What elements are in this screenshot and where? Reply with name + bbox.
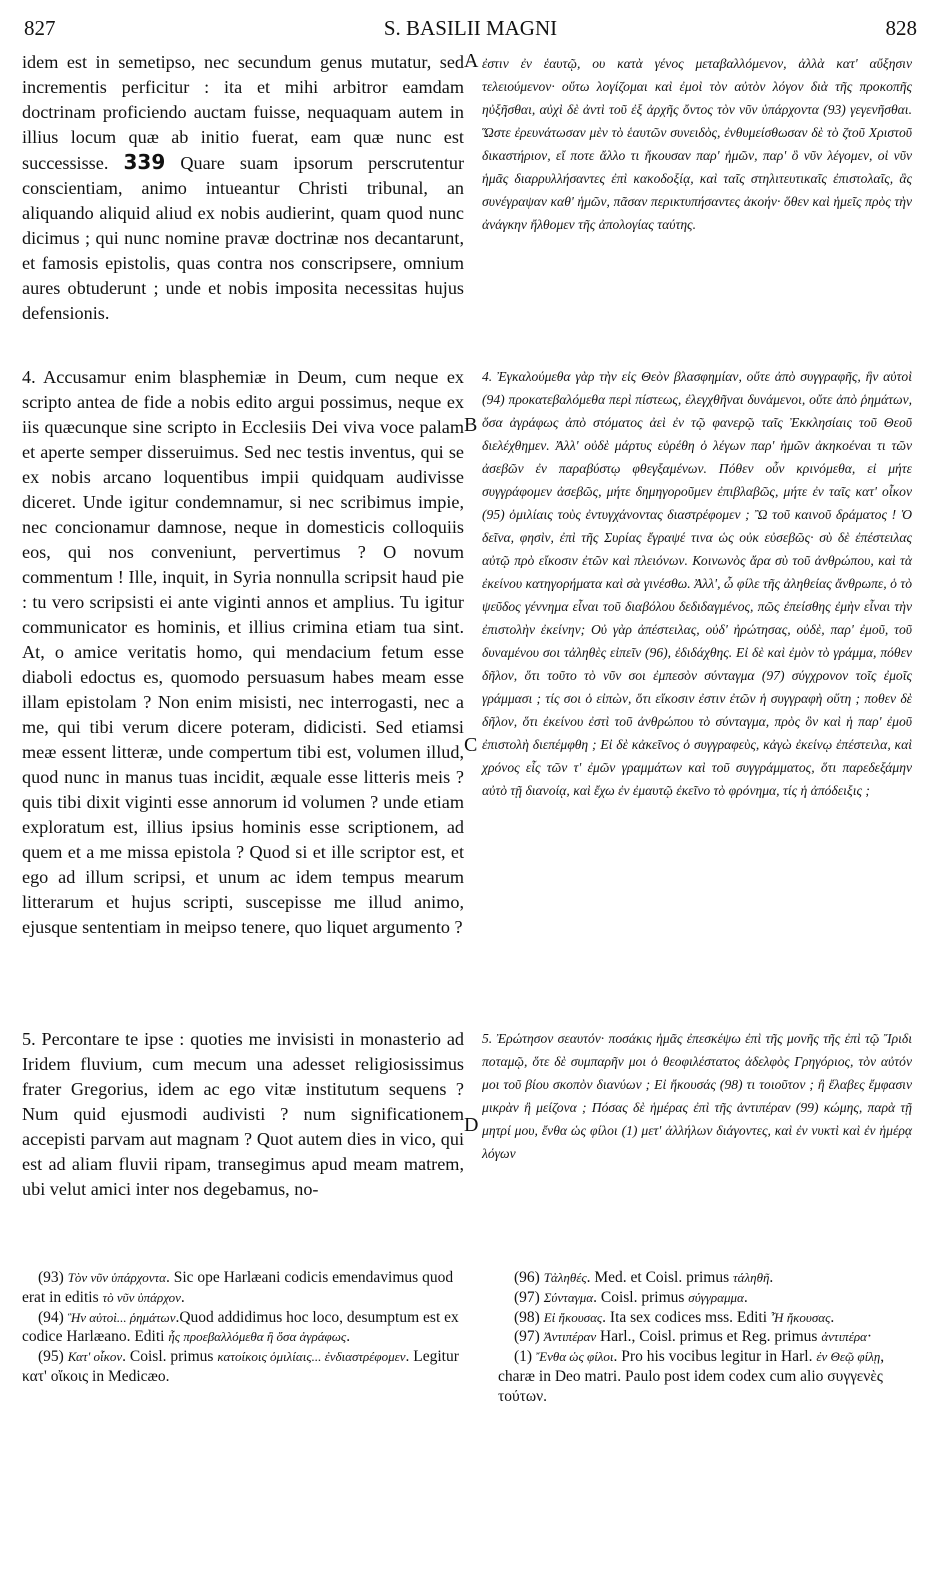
footnote-text: Harl., Coisl. primus et Reg. primus — [596, 1328, 822, 1346]
footnote-greek: ἀντιπέρα — [821, 1329, 867, 1345]
footnote — [498, 1288, 912, 1308]
left-page-number: 827 — [24, 16, 56, 40]
footnote-text: . Coisl. primus — [593, 1288, 689, 1306]
footnote-text: (93) — [38, 1269, 68, 1286]
footnote-text: . Sic ope Harlæani codicis emendavimus quod erat in editis — [22, 1269, 454, 1306]
footnotes-left — [22, 1268, 462, 1387]
latin-paragraph-text: 5. Percontare te ipse : quoties me invisisti in monasterio ad Iridem fluvium, cum mecum una adesset religiosissimus frater Gregorius, idem ac ego vitæ institutum sequens ? Num quid ejusmodi audivisti ? num significationem accepisti parvam aut magnam ? Quot autem dies in vico, qui est ad aliam fluvii ripam, transegimus apud meam matrem, ubi velut amici inter nos degebamus, no- — [22, 1029, 464, 1199]
latin-paragraph-text: Quare suam ipsorum perscrutentur conscientiam, animo intueantur Christi tribunal, an aliquando aliquid aliud ex nobis audierint, quam quod nunc dicimus ; qui nunc nomine pravæ doctrinæ nos decantarunt, et famosis epistolis, quas contra nos conscripsere, omnium aures obtuderunt ; unde et nobis imposita necessitas hujus defensionis. — [22, 153, 465, 323]
footnote-text: . Legitur κατ' οἴκοις in Medicæo. — [22, 1348, 459, 1385]
greek-paragraph-text: ἐστιν ἐν ἑαυτῷ, ου κατὰ γένος μεταβαλλόμενον, ἀλλὰ κατ' αὔξησιν τελειούμενον· οὕτω λογίζομαι καὶ ἐμοὶ τὸν αὐτὸν λόγον διὰ τῆς προκοπῆς ηὐξῆσθαι, αὐχὶ δὲ ἀντὶ τοῦ ἐξ ἀρχῆς ὄντος τὸν νῦν ὑπάρχοντα (93) γεγενῆσθαι. Ὥστε ἐρευνάτωσαν μὲν τὸ ἑαυτῶν συνειδὸς, ἐνθυμείσθωσαν δὲ τὸ ζτοῦ Χριστοῦ δικαστήριον, εἴ ποτε ἄλλο τι ἤκουσαν παρ' ἡμῶν, παρ' ὃ νῦν λέγομεν, οἱ νῦν ἡμᾶς διαρρυλλήσαντες ἐπὶ κακοδοξίᾳ, καὶ ταῖς στηλιτευτικαῖς ἐπιστολαῖς, ἃς συνέγραψαν καθ' ἡμῶν, πᾶσαν περικτυπήσαντες ἀκοήν· ὅθεν καὶ ἡμεῖς πρὸς τὴν ἀνάγκην ἤλθομεν τῆς ἀπολογίας ταύτης. — [482, 56, 912, 232]
margin-marker-a: A — [464, 50, 479, 72]
footnote — [22, 1308, 462, 1348]
footnote-text: (96) — [514, 1269, 544, 1286]
footnote — [498, 1327, 912, 1347]
footnote-greek: ἐν Θεῷ φίλῃ — [816, 1349, 881, 1365]
latin-section-5 — [22, 1027, 464, 1202]
footnotes-right — [498, 1268, 912, 1407]
footnote-text: . Ita sex codices mss. Editi — [602, 1308, 771, 1326]
greek-section-5 — [482, 1027, 912, 1165]
footnote-greek: σύγγραμμα — [688, 1289, 744, 1305]
footnote-greek: Ἀντιπέραν — [543, 1329, 597, 1345]
footnote-text: . Coisl. primus — [122, 1348, 218, 1366]
greek-paragraph-text: 4. Ἐγκαλούμεθα γὰρ τὴν εἰς Θεὸν βλασφημίαν, οὔτε ἀπὸ συγγραφῆς, ἣν αὐτοὶ (94) προκατεβαλόμεθα περὶ πίστεως, ἐλεγχθῆναι δυνάμενοι, οὔτε ἀπὸ ῥημάτων, ὅσα ἀγράφως ἀπὸ στόματος ἀεὶ ἐν τῷ φανερῷ ταῖς Ἐκκλησίαις τοῦ Θεοῦ διελέχθημεν. Ἀλλ' οὐδὲ μάρτυς εὑρέθη ὁ λέγων παρ' ἡμῶν ἀκηκοέναι τι τῶν ἀσεβῶν ἐν παραβύστῳ φθεγξαμένων. Πόθεν οὖν κρινόμεθα, εἰ μήτε συγγράφομεν ἀσεβῶς, μήτε δημηγοροῦμεν ἐπιβλαβῶς, μήτε ἐν ταῖς κατ' οἶκον (95) ὁμιλίαις τοὺς ἐντυγχάνοντας διαστρέφομεν ; Ὢ τοῦ καινοῦ δράματος ! Ὁ δεῖνα, φησὶν, ἐπὶ τῆς Συρίας ἔγραψέ τινα ὡς οὐκ εὐσεβῶς· σὺ δὲ ἐπέστειλας αὐτῷ πρὸ εἴκοσιν ἐτῶν καὶ πλειόνων. Κοινωνὸς ἄρα σὺ τοῦ ἀνθρώπου, καὶ τὰ ἐκείνου κατηγορήματα καὶ σὰ γινέσθω. Ἀλλ', ὦ φίλε τῆς ἀληθείας ἄνθρωπε, ὁ τὸ ψεῦδος γέννημα εἶναι τοῦ διαβόλου δεδιδαγμένος, πῶς ἐπείσθης ἐμὴν εἶναι τὴν ἐπιστολὴν ἐκείνην; Οὐ γὰρ ἀπέστειλας, οὐδ' ἠρώτησας, οὐδὲ, παρ' ἐμοῦ, τοῦ δυναμένου σοι τἀληθὲς εἰπεῖν (96), ἐδιδάχθης. Εἰ δὲ καὶ ἐμὸν τὸ γράμμα, πόθεν δῆλον, ὅτι τοῦτο τὸ νῦν σοι ἐμπεσὸν σύνταγμα (97) σύγχρονον τοῖς ἐμοῖς γράμμασι ; τίς σοι ὁ εἰπὼν, ὅτι εἴκοσιν ἐστιν ἐτῶν ἡ συγγραφὴ οὕτη ; ποθεν δὲ δῆλον, ὅτι ἐκείνου ἐστὶ τοῦ ἀνθρώπου τὸ σύνταγμα, πρὸς ὃν καὶ ἡ παρ' ἐμοῦ ἐπιστολὴ διεπέμφθη ; Εἰ δὲ κἀκεῖνος ὁ συγγραφεὺς, κἀγὼ ἐκείνῳ ἐπέστειλα, καὶ χρόνος εἷς τῶν τ' ἐμῶν γραμμάτων καὶ τοῦ συγγράμματος, ὅτι παρεδεξάμην αὐτὸ τῇ διανοίᾳ, καὶ ἔχω ἐν ἐμαυτῷ ἐκεῖνο τὸ φρόνημα, τίς ἡ ἀπόδειξις ; — [482, 369, 912, 798]
footnote — [22, 1268, 462, 1308]
running-title: S. BASILII MAGNI — [383, 16, 558, 40]
footnote-greek: Τἀληθές — [543, 1270, 587, 1285]
margin-marker-d: D — [464, 1114, 479, 1136]
footnote-greek: Ἔνθα ὡς φίλοι — [535, 1349, 614, 1365]
footnote-text: (97) — [514, 1328, 544, 1346]
footnote-text: (94) — [38, 1308, 68, 1326]
footnote-greek: τὸ νῦν ὑπάρχον — [102, 1289, 181, 1305]
latin-paragraph-text: 4. Accusamur enim blasphemiæ in Deum, cum neque ex scripto antea de fide a nobis edito argui possimus, neque ex iis quæcunque sine scripto in Ecclesiis Dei viva voce palam et aperte semper disseruimus. Sed nec testis inventus, qui se ex nobis arcano loquentibus impii quidquam audivisse diceret. Unde igitur condemnamur, si nec scribimus impie, nec concionamur damnose, neque in domesticis colloquiis eos, qui nos conveniunt, pervertimus ? O novum commentum ! Ille, inquit, in Syria nonnulla scripsit haud pie : tu vero scripsisti ei ante viginti annos et amplius. Tu igitur communicator es hominis, et illius crimina etiam tua sint. At, o amice veritatis homo, qui mendacium fetum esse diaboli edoctus es, quomodo persuasum habes meam esse illam epistolam ? Non enim misisti, nec interrogasti, nec a me, qui tibi verum dicere poteram, didicisti. Sed etiamsi meæ essent litteræ, unde compertum tibi est, volumen illud, quod nunc in manus tuas incidit, æquale esse litteris meis ? quis tibi dixit viginti esse annorum id volumen ? unde etiam exploratum est, illius ipsius hominis esse scriptionem, ad quem et a me missa epistola ? Quod si et ille scriptor est, et ego ad illum scripsi, et unum ac idem tempus mearum litterarum et hujus scripti, suscepisse me illud animo, ejusque sententiam in meipso tenere, quo liquet argumento ? — [22, 367, 464, 937]
footnote-greek: Ἣν αὐτοὶ... ῥημάτων — [67, 1309, 176, 1325]
footnote-greek: κατοίκοις ὁμιλίαις... ἐνδιαστρέφομεν — [217, 1349, 406, 1365]
latin-section-4 — [22, 365, 464, 940]
footnote — [498, 1347, 912, 1406]
footnote-text: . — [769, 1269, 774, 1286]
footnote-text: . Pro his vocibus legitur in Harl. — [613, 1348, 817, 1366]
footnote-text: (95) — [38, 1348, 68, 1366]
footnote-text: . — [743, 1288, 748, 1306]
footnote-greek: Τὸν νῦν ὑπάρχοντα — [67, 1270, 166, 1285]
footnote-text: .Quod addidimus hoc loco, desumptum est ex codice Harlæano. Editi — [22, 1308, 459, 1346]
footnote-greek: Σύνταγμα — [543, 1289, 594, 1305]
footnote-greek: τάληθῆ — [733, 1270, 770, 1285]
latin-paragraph-text: idem est in semetipso, nec secundum genus mutatur, sed incrementis perficitur : ita et mihi arbitror eamdam doctrinam proficiendo auctam fuisse, nequaquam autem in illius locum quæ ab initio fuerat, eam quæ nunc est successisse. — [22, 52, 464, 173]
footnote — [498, 1268, 912, 1288]
greek-section-3 — [482, 52, 912, 236]
footnote-text: . — [346, 1328, 351, 1346]
footnote-greek: Εἰ ἤκουσας — [543, 1309, 603, 1325]
footnote-text: . — [830, 1308, 835, 1326]
footnote-text: · — [866, 1328, 873, 1346]
footnote-text: (98) — [514, 1308, 544, 1326]
footnote — [498, 1308, 912, 1328]
footnote-text: , charæ in Deo matri. Paulo post idem codex cum alio συγγενὲς τούτων. — [498, 1348, 885, 1405]
greek-section-4 — [482, 365, 912, 802]
footnote-text: (97) — [514, 1288, 544, 1306]
footnote-text: (1) — [514, 1348, 536, 1366]
margin-marker-c: C — [464, 734, 478, 756]
footnote-greek: ἧς προεβαλλόμεθα ἢ ὅσα ἀγράφως — [168, 1329, 347, 1345]
footnote — [22, 1347, 462, 1387]
latin-section-3 — [22, 50, 464, 326]
page-header — [0, 10, 941, 40]
margin-marker-b: B — [464, 414, 478, 436]
section-number: 339 — [123, 150, 166, 174]
footnote-greek: Ἦ ἤκουσας — [770, 1309, 831, 1325]
footnote-text: . Med. et Coisl. primus — [586, 1269, 734, 1286]
greek-paragraph-text: 5. Ἐρώτησον σεαυτόν· ποσάκις ἡμᾶς ἐπεσκέψω ἐπὶ τῆς μονῆς τῆς ἐπὶ τῷ Ἴριδι ποταμῷ, ὅτε δὲ συμπαρῆν μοι ὁ θεοφιλέστατος ἀδελφὸς Γρηγόριος, τὸν αὐτόν μοι τοῦ βίου σκοπὸν διανύων ; Εἰ ἤκουσάς (98) τι τοιοῦτον ; ἢ ἔλαβες ἔμφασιν μικρὰν ἢ μείζονα ; Πόσας δὲ ἡμέρας ἐπὶ τῆς ἀντιπέραν (99) κώμης, παρὰ τῇ μητρί μου, ἔνθα ὡς φίλοι (1) μετ' ἀλλήλων διάγοντες, καὶ ἐν νυκτὶ καὶ ἐν ἡμέρᾳ λόγων — [482, 1031, 912, 1161]
footnote-greek: Κατ' οἶκον — [67, 1349, 123, 1365]
footnote-text: . — [180, 1288, 185, 1306]
right-page-number: 828 — [885, 16, 917, 40]
